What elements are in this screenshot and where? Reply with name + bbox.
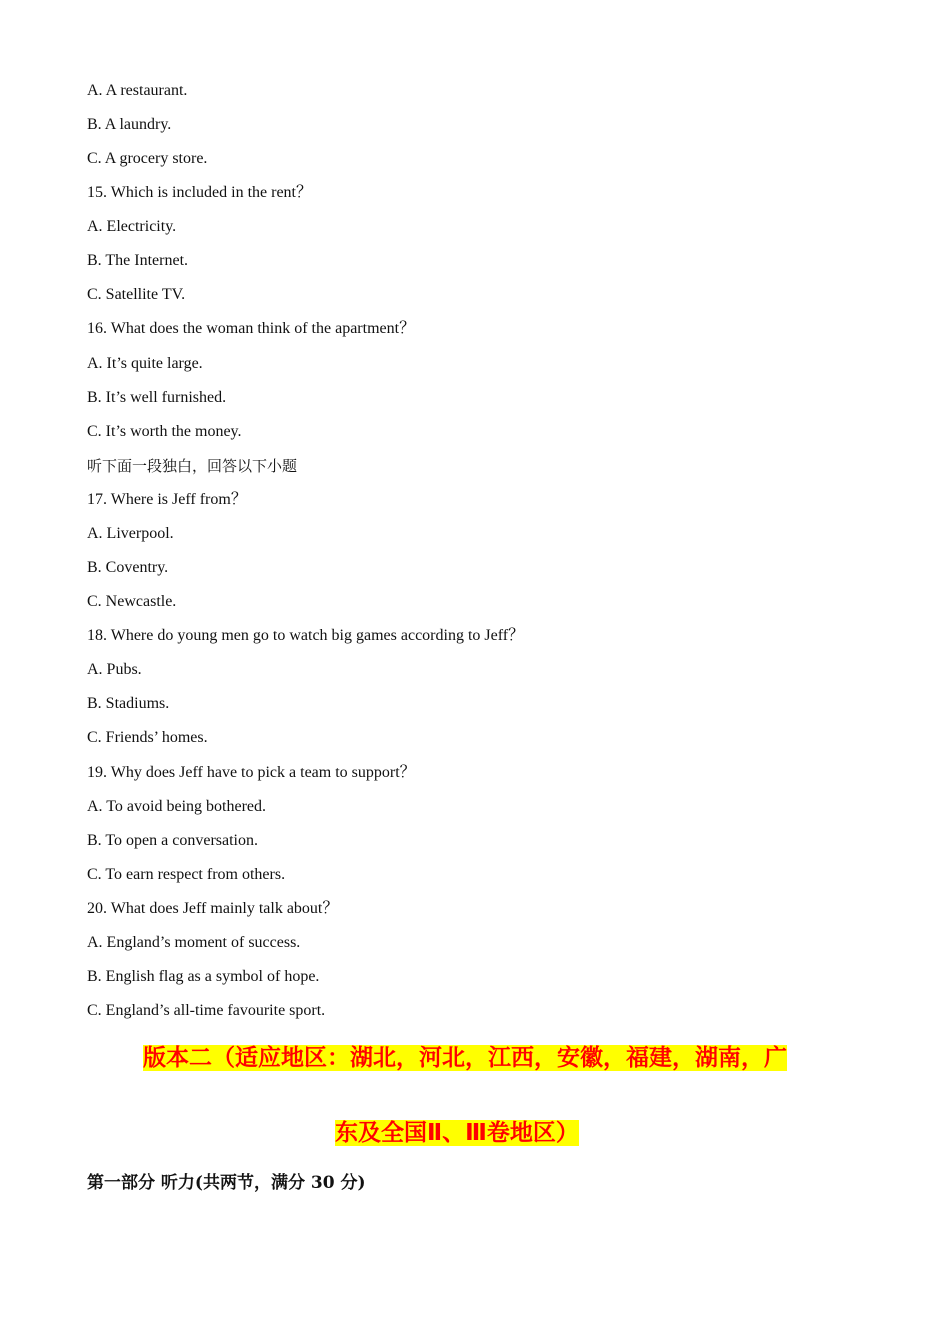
answer-option: A. It’s quite large. xyxy=(87,355,203,372)
answer-option: C. It’s worth the money. xyxy=(87,423,242,440)
question-16: 16. What does the woman think of the apartment？ xyxy=(87,320,416,337)
version-heading-line2 xyxy=(335,1118,579,1148)
version-heading-text: 东及全国Ⅱ、Ⅲ卷地区） xyxy=(335,1120,579,1146)
answer-option: A. England’s moment of success. xyxy=(87,934,301,951)
answer-option: B. The Internet. xyxy=(87,252,189,269)
question-15: 15. Which is included in the rent？ xyxy=(87,184,312,201)
answer-option: C. Friends’ homes. xyxy=(87,729,208,746)
answer-option: A. Electricity. xyxy=(87,218,177,235)
question-19: 19. Why does Jeff have to pick a team to support？ xyxy=(87,764,416,781)
section-heading: 第一部分 听力(共两节，满分 30 分) xyxy=(87,1173,366,1193)
answer-option: B. English flag as a symbol of hope. xyxy=(87,968,320,985)
answer-option: C. Satellite TV. xyxy=(87,286,186,303)
instruction-text: 听下面一段独白，回答以下小题 xyxy=(87,457,298,475)
answer-option: B. Coventry. xyxy=(87,559,169,576)
question-18: 18. Where do young men go to watch big games according to Jeff？ xyxy=(87,627,525,644)
answer-option: B. It’s well furnished. xyxy=(87,389,227,406)
version-heading-text: 版本二（适应地区：湖北，河北，江西，安徽，福建，湖南，广 xyxy=(143,1045,787,1071)
answer-option: B. A laundry. xyxy=(87,116,172,133)
answer-option: A. To avoid being bothered. xyxy=(87,798,266,815)
answer-option: B. Stadiums. xyxy=(87,695,170,712)
answer-option: A. Pubs. xyxy=(87,661,142,678)
answer-option: C. Newcastle. xyxy=(87,593,177,610)
answer-option: C. England’s all-time favourite sport. xyxy=(87,1002,326,1019)
question-20: 20. What does Jeff mainly talk about？ xyxy=(87,900,339,917)
version-heading-line1 xyxy=(143,1043,787,1073)
answer-option: B. To open a conversation. xyxy=(87,832,258,849)
answer-option: A. A restaurant. xyxy=(87,82,188,99)
answer-option: C. A grocery store. xyxy=(87,150,208,167)
answer-option: A. Liverpool. xyxy=(87,525,174,542)
question-17: 17. Where is Jeff from？ xyxy=(87,491,247,508)
answer-option: C. To earn respect from others. xyxy=(87,866,286,883)
